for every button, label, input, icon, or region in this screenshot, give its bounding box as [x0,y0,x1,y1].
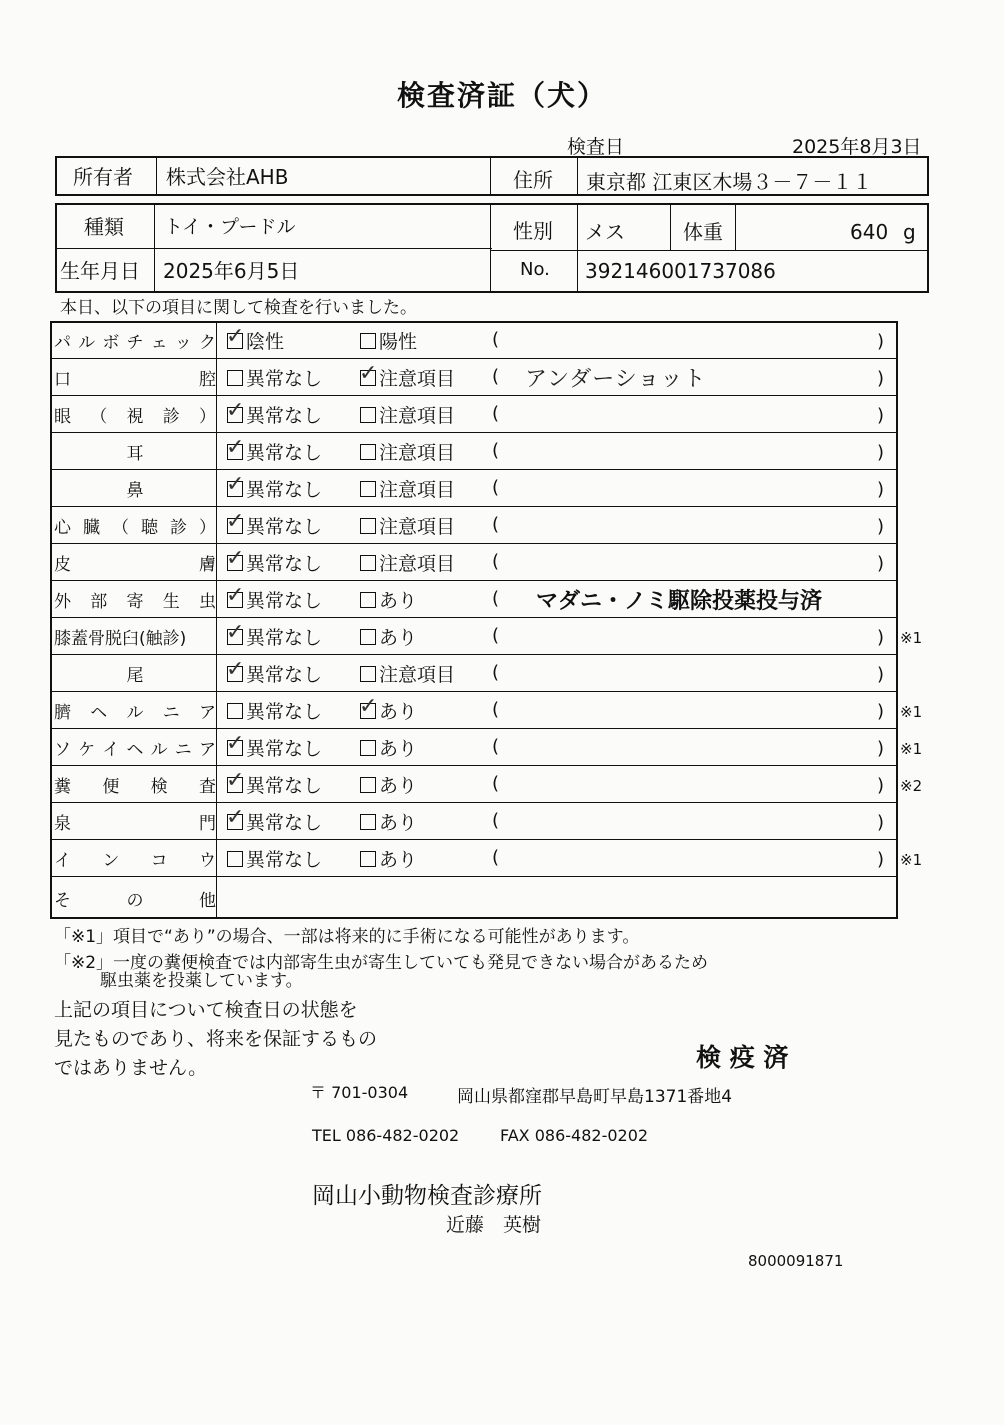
checkbox-label: あり [379,627,418,649]
checkbox-option-1[interactable] [226,731,323,761]
weight-unit: g [903,220,916,244]
remark-close-paren: ) [877,368,885,389]
checkbox-option-1[interactable] [226,472,323,502]
checkbox-square-icon [227,370,243,386]
checkbox-label: 異常なし [246,516,323,538]
remark-close-paren: ) [877,812,885,833]
remark-open-paren: ( [492,662,500,683]
vet-name: 近藤 英樹 [446,1214,542,1236]
check-mark-icon: ✓ [226,768,245,793]
checkbox-label: 異常なし [246,738,323,760]
checkbox-option-1[interactable] [226,324,285,354]
footnote-mark: ※2 [900,777,923,795]
checkbox-option-1[interactable] [226,398,323,428]
remark-close-paren: ) [877,627,885,648]
clinic-address: 岡山県都窪郡早島町早島1371番地4 [457,1087,733,1107]
inspection-item-name: 泉 門 [54,814,216,834]
inspection-row [50,654,896,691]
inspection-item-name: イ ン コ ウ [54,851,216,871]
remark-open-paren: ( [492,736,500,757]
inspection-item-name: 眼 （ 視 診 ） [54,407,216,427]
checkbox-label: あり [379,701,418,723]
checkbox-square-icon [360,814,376,830]
check-mark-icon: ✓ [226,620,245,645]
inspection-item-name: 心 臓 （ 聴 診 ） [54,518,216,538]
checkbox-square-icon [360,407,376,423]
footnote-mark: ※1 [900,740,923,758]
checkbox-label: 異常なし [246,701,323,723]
checkbox-option-2[interactable] [360,623,417,650]
remark-close-paren: ) [877,738,885,759]
weight-label: 体重 [683,220,723,244]
exam-date-label: 検査日 [567,136,625,158]
checkbox-square-icon [360,740,376,756]
checkbox-label: 異常なし [246,627,323,649]
sex-label: 性別 [513,219,553,243]
note-1: 「※1」項目で“あり”の場合、一部は将来的に手術になる可能性があります。 [54,927,640,947]
checkbox-option-1[interactable] [226,768,323,798]
document-number: 8000091871 [748,1252,844,1270]
checkbox-square-icon [226,657,245,682]
inspection-item-name: 耳 [126,444,144,464]
remark-open-paren: ( [492,366,500,387]
inspection-row [50,802,896,839]
checkbox-square-icon [226,509,245,534]
checkbox-label: 異常なし [246,664,323,686]
checkbox-label: 異常なし [246,405,323,427]
checkbox-square-icon [360,518,376,534]
checkbox-option-2[interactable] [360,734,417,761]
checkbox-option-1[interactable] [226,657,323,687]
remark-open-paren: ( [492,551,500,572]
note-2-line-2: 駆虫薬を投薬しています。 [100,971,303,991]
sex-value: メス [585,220,625,244]
remark-open-paren: ( [492,514,500,535]
checkbox-option-1[interactable] [226,509,323,539]
checkbox-label: 注意項目 [379,664,456,686]
inspection-row [50,432,896,469]
check-mark-icon: ✓ [226,472,245,497]
inspection-row [50,728,923,765]
checkbox-label: 異常なし [246,590,323,612]
remark-close-paren: ) [877,775,885,796]
checkbox-option-2[interactable] [360,475,455,502]
checkbox-label: あり [379,590,418,612]
checkbox-option-2[interactable] [360,660,455,687]
check-mark-icon: ✓ [226,546,245,571]
checkbox-square-icon [226,620,245,645]
remark-text: マダニ・ノミ駆除投薬投与済 [536,589,823,614]
address-value: 東京都 江東区木場３－７－１１ [586,170,873,194]
remark-text: アンダーショット [525,367,707,392]
checkbox-label: 陰性 [246,331,285,353]
check-mark-icon: ✓ [226,435,245,460]
checkbox-square-icon [226,805,245,830]
inspection-item-name: パ ル ボ チ ェ ッ ク [54,333,216,353]
footnote-mark: ※1 [900,851,923,869]
disclaimer-line-2: 見たものであり、将来を保証するもの [54,1028,378,1050]
checkbox-option-1[interactable] [227,364,322,391]
disclaimer [54,996,377,1083]
checkbox-label: 注意項目 [379,405,456,427]
quarantine-stamp: 検 疫 済 [696,1043,789,1072]
check-mark-icon: ✓ [226,509,245,534]
remark-open-paren: ( [492,773,500,794]
inspection-row [50,691,923,728]
remark-open-paren: ( [492,477,500,498]
checkbox-square-icon [359,361,378,386]
postal-code: 〒 701-0304 [310,1083,409,1102]
inspection-item-name: 糞 便 検 査 [54,777,216,797]
inspection-item-name: 膝蓋骨脱臼(触診) [54,629,187,649]
inspection-row [50,506,896,543]
owner-label: 所有者 [73,165,133,189]
clinic-name: 岡山小動物検査診療所 [312,1183,542,1209]
remark-open-paren: ( [492,810,500,831]
checkbox-square-icon [226,472,245,497]
checkbox-label: あり [379,812,418,834]
inspection-row [50,469,896,506]
inspection-item-name: 外 部 寄 生 虫 [54,592,216,612]
checkbox-option-1[interactable] [226,546,323,576]
checkbox-square-icon [360,629,376,645]
remark-close-paren: ) [877,516,885,537]
inspection-item-name: ソ ケ イ ヘ ル ニ ア [54,740,216,760]
checkbox-option-2[interactable] [360,327,417,354]
checkbox-label: 注意項目 [379,553,456,575]
inspection-row [50,617,923,654]
check-mark-icon: ✓ [226,398,245,423]
remark-open-paren: ( [492,440,500,461]
checkbox-option-2[interactable] [360,549,455,576]
address-label: 住所 [513,168,553,192]
checkbox-label: 異常なし [246,775,323,797]
checkbox-label: あり [379,775,418,797]
remark-close-paren: ) [877,442,885,463]
check-mark-icon: ✓ [226,731,245,756]
other-label: そ の 他 [54,891,216,911]
checkbox-square-icon [226,546,245,571]
inspection-row [50,395,896,432]
checkbox-label: 異常なし [246,812,323,834]
checkbox-option-1[interactable] [227,845,322,872]
check-mark-icon: ✓ [226,805,245,830]
disclaimer-line-3: ではありません。 [54,1057,208,1079]
checkbox-square-icon [226,324,245,349]
checkbox-option-2[interactable] [359,361,456,391]
inspection-row [50,580,896,617]
checkbox-label: あり [379,849,418,871]
checkbox-square-icon [360,851,376,867]
checkbox-option-2[interactable] [360,438,455,465]
checkbox-option-1[interactable] [226,435,323,465]
remark-close-paren: ) [877,405,885,426]
inspection-item-name: 鼻 [126,481,144,501]
remark-open-paren: ( [492,588,500,609]
number-value: 392146001737086 [585,259,776,283]
checkbox-option-1[interactable] [226,620,323,650]
footnote-mark: ※1 [900,629,923,647]
checkbox-label: 異常なし [246,849,323,871]
inspection-row [50,321,896,358]
checkbox-option-1[interactable] [226,583,323,613]
checkbox-option-2[interactable] [360,512,455,539]
checkbox-square-icon [226,583,245,608]
checkbox-label: 異常なし [246,368,323,390]
remark-open-paren: ( [492,847,500,868]
checkbox-square-icon [227,703,243,719]
intro-text: 本日、以下の項目に関して検査を行いました。 [60,298,417,318]
checkbox-label: 注意項目 [379,368,456,390]
checkbox-square-icon [226,731,245,756]
weight-value: 640 [850,220,889,244]
checkbox-option-1[interactable] [226,805,323,835]
checkbox-square-icon [226,398,245,423]
remark-open-paren: ( [492,329,500,350]
checkbox-square-icon [226,435,245,460]
inspection-item-name: 皮 膚 [54,555,216,575]
check-mark-icon: ✓ [359,694,378,719]
checkbox-square-icon [360,555,376,571]
remark-open-paren: ( [492,403,500,424]
checkbox-label: 異常なし [246,479,323,501]
inspection-row [50,358,896,395]
check-mark-icon: ✓ [359,361,378,386]
birth-value: 2025年6月5日 [163,259,300,283]
check-mark-icon: ✓ [226,657,245,682]
clinic-tel: TEL 086-482-0202 [312,1126,460,1145]
inspection-row [50,839,923,876]
remark-open-paren: ( [492,625,500,646]
checkbox-option-2[interactable] [359,694,418,724]
checkbox-label: 注意項目 [379,442,456,464]
owner-value: 株式会社AHB [166,165,289,189]
footnote-mark: ※1 [900,703,923,721]
remark-close-paren: ) [877,553,885,574]
page-title: 検査済証（犬） [396,79,607,112]
checkbox-square-icon [360,666,376,682]
checkbox-square-icon [360,444,376,460]
checkbox-square-icon [226,768,245,793]
remark-close-paren: ) [877,849,885,870]
remark-close-paren: ) [877,664,885,685]
checkbox-square-icon [360,592,376,608]
checkbox-option-2[interactable] [360,845,417,872]
checkbox-label: 注意項目 [379,516,456,538]
checkbox-label: 注意項目 [379,479,456,501]
checkbox-option-2[interactable] [360,808,417,835]
checkbox-square-icon [360,481,376,497]
checkbox-label: 異常なし [246,442,323,464]
exam-date-value: 2025年8月3日 [792,136,922,158]
inspection-item-name: 臍 ヘ ル ニ ア [54,703,216,723]
inspection-item-name: 口 腔 [54,370,216,390]
checkbox-option-2[interactable] [360,586,417,613]
checkbox-option-2[interactable] [360,771,417,798]
inspection-row-other [50,876,896,916]
remark-close-paren: ) [877,331,885,352]
breed-label: 種類 [84,215,124,239]
check-mark-icon: ✓ [226,583,245,608]
checkbox-label: 陽性 [379,331,418,353]
check-mark-icon: ✓ [226,324,245,349]
remark-close-paren: ) [877,701,885,722]
checkbox-option-1[interactable] [227,697,322,724]
note-2-line-1: 「※2」一度の糞便検査では内部寄生虫が寄生していても発見できない場合があるため [54,953,709,973]
checkbox-label: あり [379,738,418,760]
number-label: No. [520,259,550,280]
clinic-fax: FAX 086-482-0202 [500,1126,649,1145]
checkbox-square-icon [227,851,243,867]
inspection-item-name: 尾 [126,666,144,686]
birth-label: 生年月日 [60,259,140,283]
checkbox-square-icon [360,333,376,349]
disclaimer-line-1: 上記の項目について検査日の状態を [54,999,358,1021]
remark-open-paren: ( [492,699,500,720]
checkbox-square-icon [360,777,376,793]
breed-value: トイ・プードル [164,216,296,238]
remark-close-paren: ) [877,479,885,500]
inspection-row [50,765,923,802]
checkbox-square-icon [359,694,378,719]
checkbox-option-2[interactable] [360,401,455,428]
checkbox-label: 異常なし [246,553,323,575]
inspection-row [50,543,896,580]
